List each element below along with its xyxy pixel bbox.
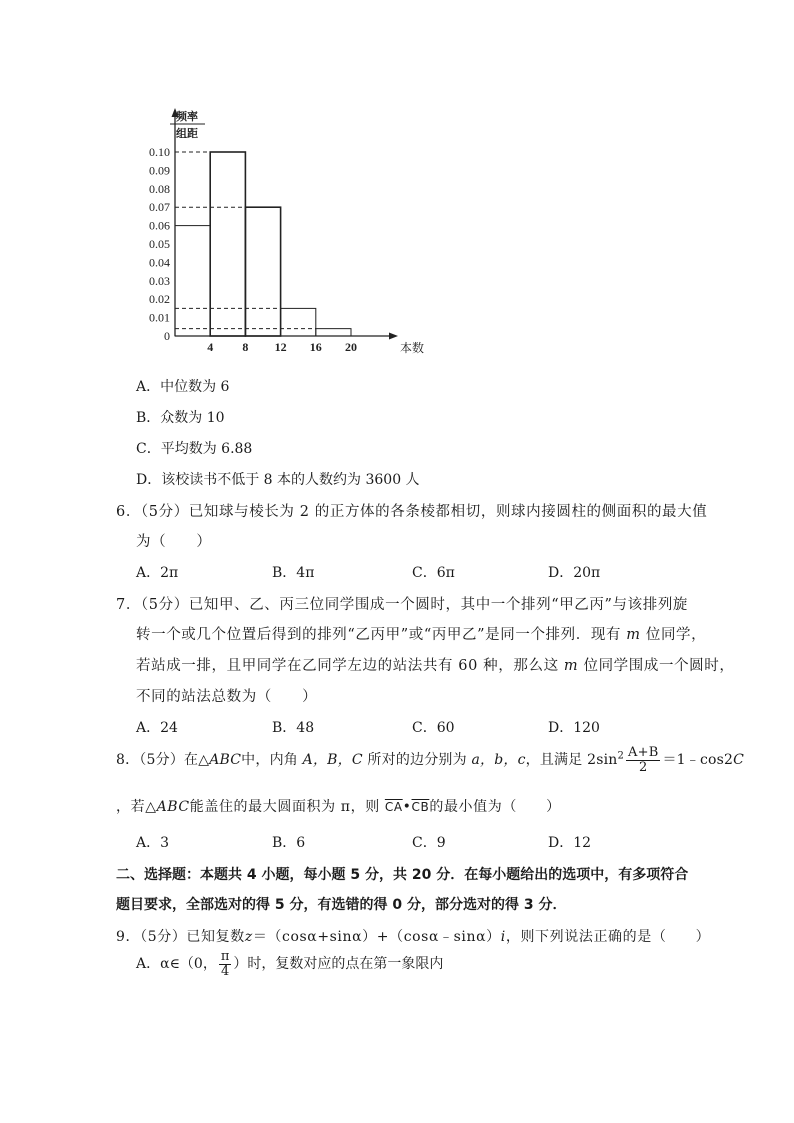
y-tick-label: 0.02 <box>149 292 170 307</box>
x-axis-arrow <box>389 333 398 340</box>
x-tick-label: 20 <box>345 340 357 354</box>
q9-fraction: $\frac{\pi}{4}$ <box>220 949 230 979</box>
q7-option-d: D．120 <box>548 720 600 736</box>
q7-option-b: B．48 <box>272 720 315 736</box>
q6-option-b: B．4π <box>272 565 315 581</box>
y-tick-label: 0.01 <box>149 310 170 325</box>
q7-stem-line4: 不同的站法总数为（ ） <box>136 689 318 705</box>
x-axis-label: 本数 <box>400 341 425 355</box>
y-tick-label: 0.07 <box>149 200 170 215</box>
q5-option-a: A．中位数为 6 <box>136 379 230 395</box>
q7-stem-line2: 转一个或几个位置后得到的排列“乙丙甲”或“丙甲乙”是同一个排列．现有 m 位同学， <box>136 627 707 643</box>
y-tick-label: 0.08 <box>149 181 170 196</box>
q6-option-c: C．6π <box>412 565 455 581</box>
y-tick-label: 0.03 <box>149 273 170 288</box>
q8-option-c: C．9 <box>412 835 446 851</box>
q6-option-a: A．2π <box>136 565 179 581</box>
x-tick-label: 16 <box>309 340 322 354</box>
x-tick-label: 12 <box>274 340 287 354</box>
y-tick-label: 0.05 <box>149 237 170 251</box>
x-tick-label: 4 <box>207 340 214 354</box>
q7-option-c: C．60 <box>412 720 455 736</box>
q6-stem-line2: 为（ ） <box>136 534 212 550</box>
q7-stem-line3: 若站成一排，且甲同学在乙同学左边的站法共有 60 种，那么这 m 位同学围成一个圆时， <box>136 658 735 674</box>
q7-option-a: A．24 <box>136 720 178 736</box>
q8-stem-line2: ，若△ABC能盖住的最大圆面积为 π，则 $\overline{CA}•\overline{CB}$的最小值为（ ） <box>116 799 561 815</box>
q8-option-a: A．3 <box>136 835 170 851</box>
y-tick-label: 0.10 <box>149 145 170 159</box>
q5-option-c: C．平均数为 6.88 <box>136 441 253 457</box>
y-axis-label-top: 频率 <box>176 111 198 123</box>
frequency-histogram <box>130 100 425 362</box>
q7-stem-line1: 7．（5分）已知甲、乙、丙三位同学围成一个圆时，其中一个排列“甲乙丙”与该排列旋 <box>116 597 689 613</box>
q8-option-d: D．12 <box>548 835 592 851</box>
q5-option-d: D．该校读书不低于 8 本的人数约为 3600 人 <box>136 472 420 488</box>
histogram-bar <box>245 207 280 336</box>
y-axis-label-bottom: 组距 <box>176 128 198 140</box>
q5-option-b: B．众数为 10 <box>136 410 225 426</box>
section-2-heading-line1: 二、选择题：本题共 4 小题，每小题 5 分，共 20 分．在每小题给出的选项中，有多项符合 <box>116 867 689 883</box>
y-tick-label: 0.04 <box>149 255 170 270</box>
histogram-bar <box>281 308 316 336</box>
q8-fraction: $\frac{A+B}{2}$ <box>628 745 659 775</box>
q6-stem-line1: 6．（5分）已知球与棱长为 2 的正方体的各条棱都相切，则球内接圆柱的侧面积的最大值 <box>116 504 708 520</box>
q6-option-d: D．20π <box>548 565 601 581</box>
y-tick-label: 0.09 <box>149 163 170 178</box>
section-2-heading-line2: 题目要求，全部选对的得 5 分，有选错的得 0 分，部分选对的得 3 分． <box>116 897 567 913</box>
y-tick-label: 0.06 <box>149 218 170 233</box>
q8-option-b: B．6 <box>272 835 306 851</box>
histogram-bar <box>175 226 210 336</box>
q8-stem-line1: 8．（5分）在△ABC中，内角 A，B，C 所对的边分别为 a，b，c，且满足 $2\sin^2$ $\frac{A+B}{2}$ ＝1﹣cos2C <box>116 745 745 775</box>
q9-stem: 9．（5分）已知复数z＝（cosα+sinα）+（cosα﹣sinα）i，则下列说法正确的是（ ） <box>116 929 711 945</box>
histogram-bar <box>316 329 351 336</box>
x-tick-label: 8 <box>242 340 249 354</box>
q9-option-a: A．α∈（0， $\frac{\pi}{4}$ ）时，复数对应的点在第一象限内 <box>136 949 444 979</box>
y-tick-label: 0 <box>164 329 170 343</box>
